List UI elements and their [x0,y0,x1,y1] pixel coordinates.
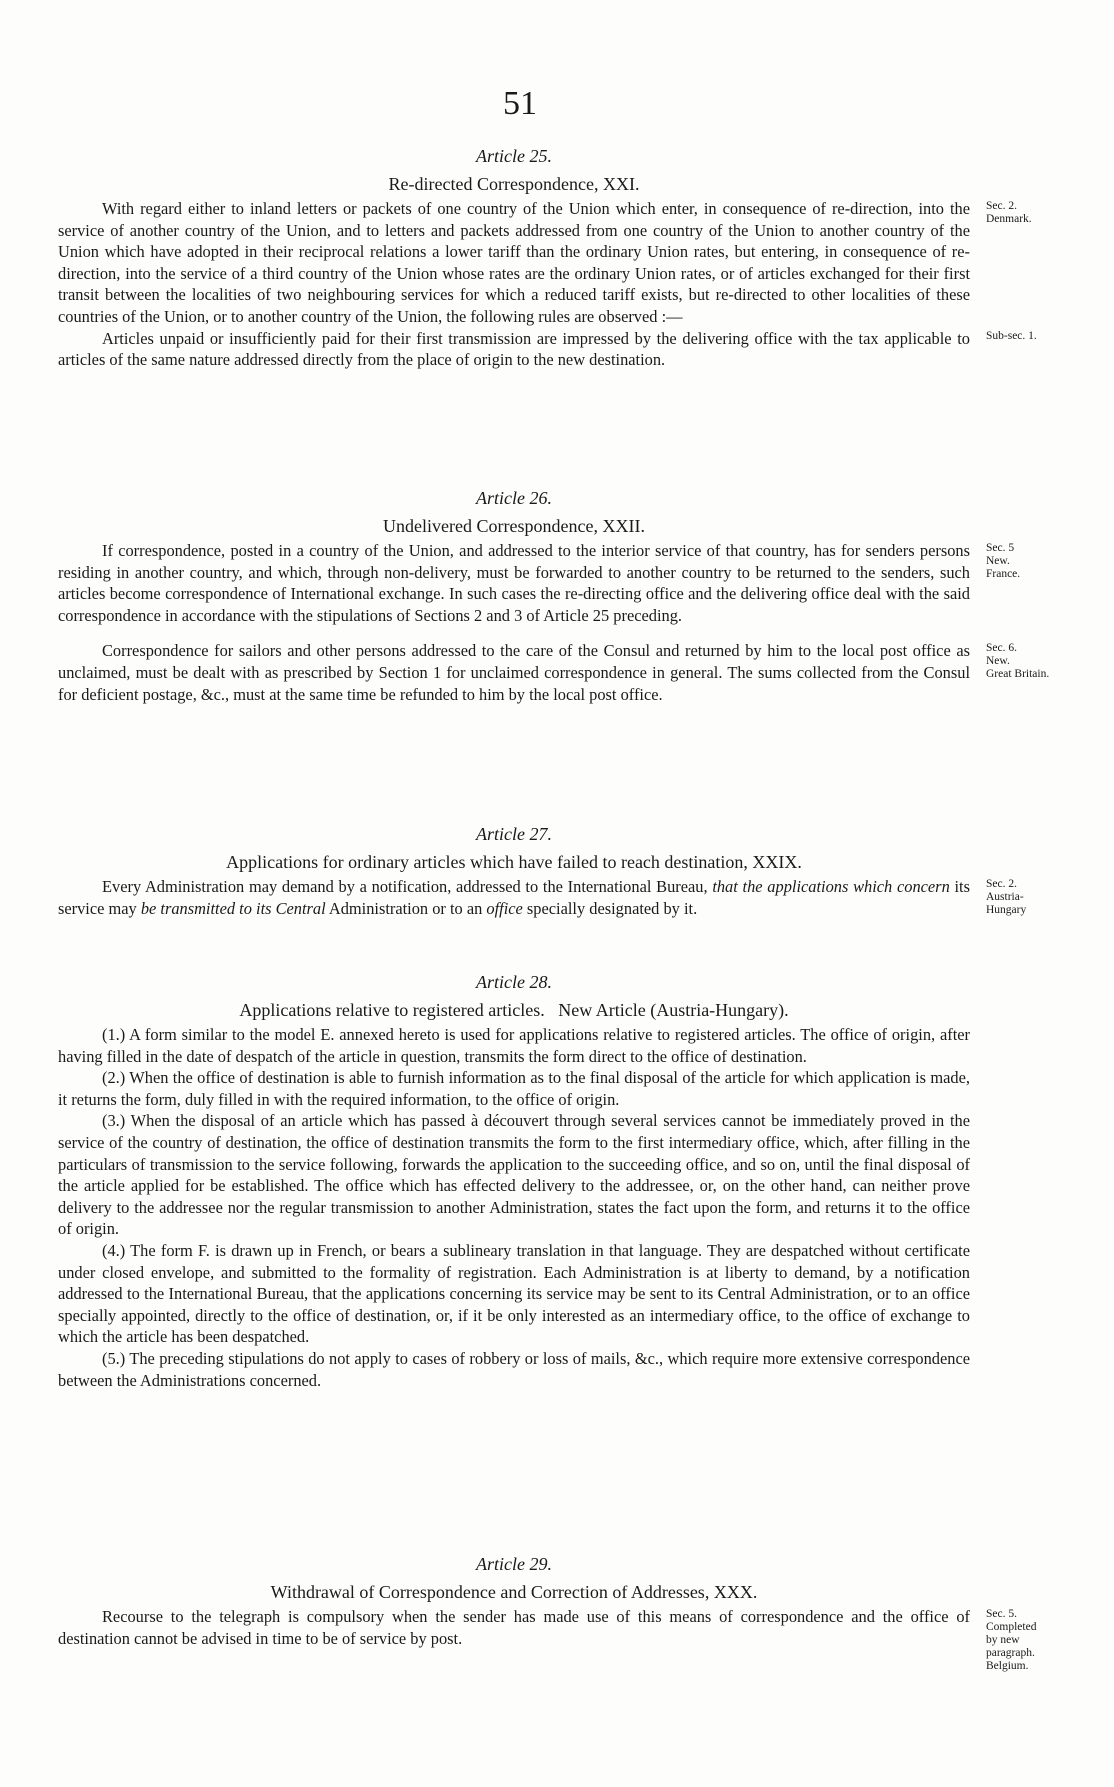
text-run: Every Administration may demand by a notification, addressed to the International Bureau, [102,877,713,896]
article-title: Article 29. [476,1554,552,1574]
paragraph-row [58,876,1027,919]
italic-run: that the applications which concern [712,877,950,896]
margin-note: Sub-sec. 1. [986,329,1037,342]
margin-note: Sec. 6. New. Great Britain. [986,642,1050,681]
paragraph: Correspondence for sailors and other persons addressed to the care of the Consul and returned by him to the local post office as unclaimed, must be dealt with as prescribed by Section 1 for unclaimed correspondence in general. The sums collected from the Consul for deficient postage, &c., must at the same time be refunded to him by the local post office. [58,641,970,704]
italic-run: be transmitted to its Central [140,898,326,918]
text-run: specially designated by it. [522,898,698,918]
article-subtitle: Applications for ordinary articles which have failed to reach destination, XXIX. [226,852,802,872]
article-subtitle: Applications relative to registered articles. New Article (Austria-Hungary). [239,1000,789,1020]
paragraph-row [58,328,1037,371]
text-run: its service may [58,877,970,918]
numbered-paragraph: (2.) When the office of destination is able to furnish information as to the final disposal of the article for which application is made, it returns the form, duly filled in with the required information, to the office of origin. [58,1068,970,1109]
margin-note: Sec. 5 New. France. [986,542,1021,580]
paragraph [58,876,970,919]
paragraph-row [58,198,1032,328]
numbered-paragraph: (1.) A form similar to the model E. annexed hereto is used for applications relative to registered articles. The office of origin, after having filled in the date of despatch of the article in question, transmits the form direct to the office of destination. [58,1025,970,1066]
article-title: Article 25. [476,146,552,166]
page-number: 51 [503,85,537,122]
numbered-paragraph: (5.) The preceding stipulations do not apply to cases of robbery or loss of mails, &c., which require more extensive correspondence between the Administrations concerned. [58,1348,970,1390]
article-29 [58,1552,1037,1672]
article-subtitle: Undelivered Correspondence, XXII. [383,516,645,536]
italic-run: office [486,898,523,918]
article-title: Article 28. [476,972,552,992]
paragraph-row [58,540,1021,626]
numbered-paragraph: (4.) The form F. is drawn up in French, or bears a sublineary translation in that language. They are despatched without certificate under closed envelope, and submitted to the formality of registration. Each Administration is at liberty to demand, by a notification addressed to the International Bureau, that the applications concerning its service may be sent to its Central Administration, or to an office specially appointed, directly to the office of destination, or, if it be only interested as an intermediary office, to the office of exchange to which the article has been despatched. [58,1240,970,1347]
article-title: Article 27. [476,824,552,844]
article-25 [58,144,1037,371]
margin-note: Sec. 2. Denmark. [986,200,1032,225]
article-subtitle: Re-directed Correspondence, XXI. [388,174,640,194]
numbered-paragraph: (3.) When the disposal of an article which has passed à découvert through several services cannot be immediately proved in the service of the country of destination, the office of destination transmits the form to the first intermediary office, which, after filling in the particulars of transmission to the service following, forwards the application to the succeeding office, and so on, until the final disposal of the article applied for be established. The office which has effected delivery to the addressee, or, on the other hand, can neither prove delivery to the addressee nor the regular transmission to another Administration, states the fact upon the form, and returns it to the office of origin. [58,1111,970,1239]
paragraph: Articles unpaid or insufficiently paid for their first transmission are impressed by the delivering office with the tax applicable to articles of the same nature addressed directly from the place of origin to the new destination. [58,328,970,370]
paragraph: With regard either to inland letters or packets of one country of the Union which enter, in consequence of re-direction, into the service of another country of the Union, and to letters and packets addressed from one country of the Union to another country of the Union which have adopted in their reciprocal relations a lower tariff than the ordinary Union rates, but entering, in consequence of re-direction, into the service of a third country of the Union whose rates are the ordinary Union rates, or of articles exchanged for their first transit between the localities of two neighbouring services for which a reduced tariff exists, but re-directed to other localities of these countries of the Union, or to another country of the Union, the following rules are observed :— [58,199,970,326]
margin-note: Sec. 2. Austria- Hungary [986,878,1027,916]
margin-note: Sec. 5. Completed by new paragraph. Belgium. [986,1608,1037,1672]
article-subtitle: Withdrawal of Correspondence and Correction of Addresses, XXX. [270,1582,758,1602]
paragraph-row [58,640,1050,705]
article-27 [58,822,1027,919]
paragraph-row [58,1606,1037,1672]
paragraph: Recourse to the telegraph is compulsory when the sender has made use of this means of correspondence and the office of destination cannot be advised in time to be of service by post. [58,1607,970,1648]
paragraph: If correspondence, posted in a country of the Union, and addressed to the interior service of that country, has for senders persons residing in another country, and which, through non-delivery, must be forwarded to another country to be returned to the senders, such articles become correspondence of International exchange. In such cases the re-directing office and the delivering office deal with the said correspondence in accordance with the stipulations of Sections 2 and 3 of Article 25 preceding. [58,541,970,625]
article-28 [58,970,970,1391]
text-run: Administration or to an [325,898,487,918]
article-title: Article 26. [476,488,552,508]
article-26 [58,486,1050,705]
